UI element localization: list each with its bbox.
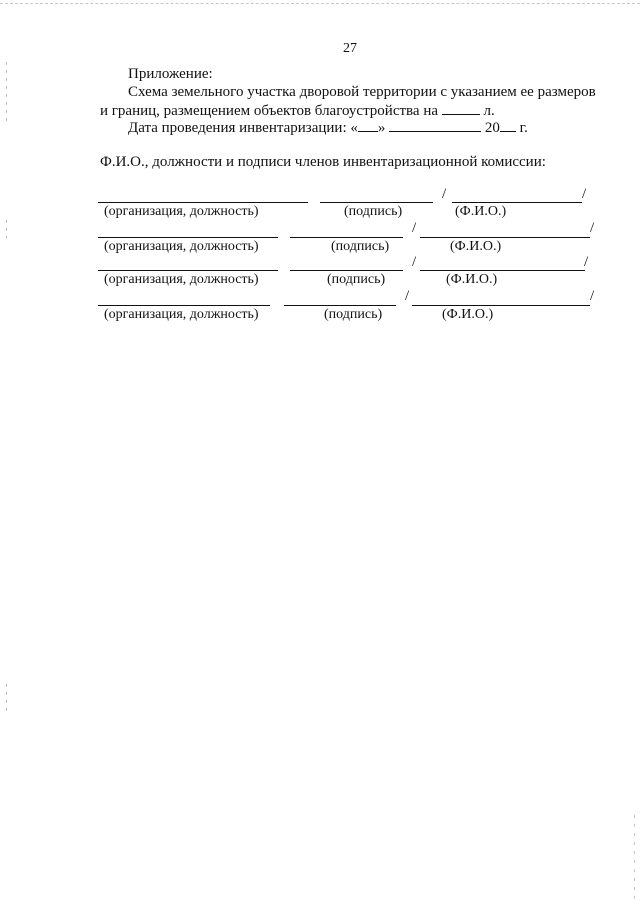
signature-line[interactable] bbox=[284, 305, 396, 306]
date-year-blank[interactable] bbox=[500, 119, 516, 132]
scan-edge-right-lower bbox=[634, 815, 635, 900]
signature-line[interactable] bbox=[320, 202, 433, 203]
fio-closer: / bbox=[584, 254, 589, 270]
org-position-caption: (организация, должность) bbox=[104, 204, 259, 219]
fio-separator: / bbox=[442, 186, 447, 202]
org-position-caption: (организация, должность) bbox=[104, 272, 259, 287]
fio-separator: / bbox=[412, 220, 417, 236]
date-quote-close: » bbox=[377, 120, 386, 136]
fio-line[interactable] bbox=[412, 305, 590, 306]
date-month-blank[interactable] bbox=[389, 119, 481, 132]
fio-line[interactable] bbox=[452, 202, 582, 203]
signature-line[interactable] bbox=[290, 270, 403, 271]
scheme-line-2 bbox=[100, 102, 495, 120]
fio-caption: (Ф.И.О.) bbox=[442, 307, 494, 322]
fio-caption: (Ф.И.О.) bbox=[455, 204, 507, 219]
signature-line[interactable] bbox=[290, 237, 403, 238]
inventory-date-line bbox=[128, 119, 528, 137]
appendix-heading: Приложение: bbox=[128, 66, 213, 82]
org-position-caption: (организация, должность) bbox=[104, 307, 259, 322]
scan-edge-top bbox=[0, 3, 640, 6]
signature-caption: (подпись) bbox=[331, 239, 390, 254]
fio-line[interactable] bbox=[420, 237, 590, 238]
fio-caption: (Ф.И.О.) bbox=[446, 272, 498, 287]
date-year-suffix: г. bbox=[519, 120, 528, 136]
date-prefix: Дата проведения инвентаризации: « bbox=[128, 120, 358, 136]
commission-title: Ф.И.О., должности и подписи членов инвентаризационной комиссии: bbox=[100, 154, 546, 170]
scan-edge-left-mark bbox=[6, 220, 7, 238]
org-position-line[interactable] bbox=[98, 237, 278, 238]
scan-edge-left-lower bbox=[6, 684, 7, 712]
org-position-line[interactable] bbox=[98, 305, 270, 306]
date-day-blank[interactable] bbox=[358, 119, 378, 132]
fio-line[interactable] bbox=[420, 270, 585, 271]
fio-separator: / bbox=[412, 254, 417, 270]
fio-closer: / bbox=[590, 220, 595, 236]
signature-caption: (подпись) bbox=[344, 204, 403, 219]
org-position-caption: (организация, должность) bbox=[104, 239, 259, 254]
org-position-line[interactable] bbox=[98, 202, 308, 203]
date-year-prefix: 20 bbox=[484, 120, 500, 136]
fio-closer: / bbox=[590, 288, 595, 304]
fio-closer: / bbox=[582, 186, 587, 202]
scan-edge-left-upper bbox=[6, 62, 7, 122]
signature-caption: (подпись) bbox=[324, 307, 383, 322]
page-number: 27 bbox=[343, 41, 357, 56]
org-position-line[interactable] bbox=[98, 270, 278, 271]
scheme-line-2-suffix: л. bbox=[483, 103, 495, 119]
signature-caption: (подпись) bbox=[327, 272, 386, 287]
fio-caption: (Ф.И.О.) bbox=[450, 239, 502, 254]
fio-separator: / bbox=[405, 288, 410, 304]
sheet-count-blank[interactable] bbox=[442, 102, 480, 115]
scheme-line-1: Схема земельного участка дворовой территории с указанием ее размеров bbox=[128, 84, 596, 100]
scheme-line-2-prefix: и границ, размещением объектов благоустройства на bbox=[100, 103, 439, 119]
